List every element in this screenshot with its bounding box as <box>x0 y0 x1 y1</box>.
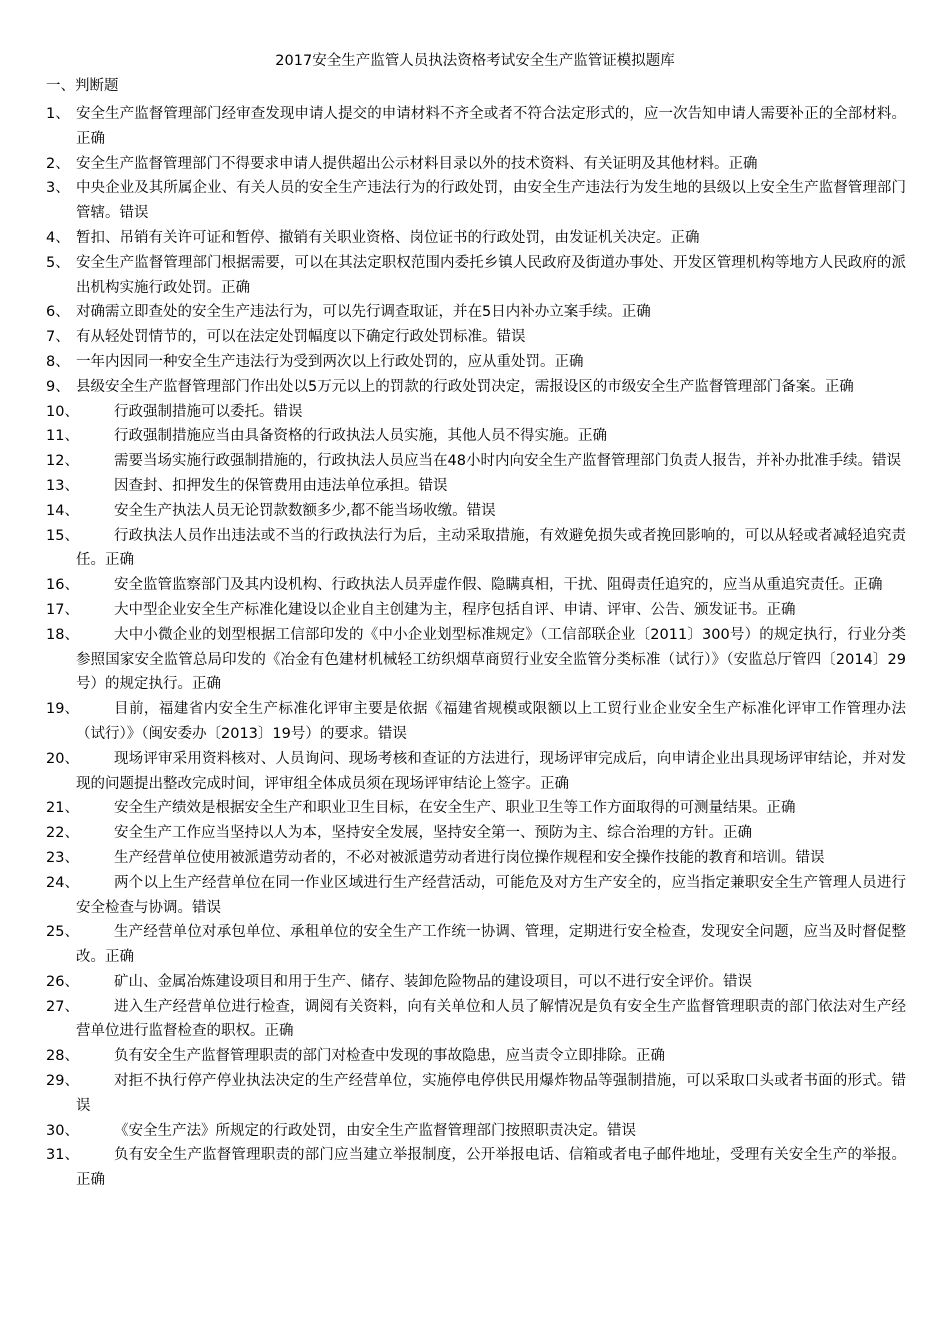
item-number: 31、 <box>46 1147 79 1164</box>
item-text: 需要当场实施行政强制措施的，行政执法人员应当在48小时内向安全生产监督管理部门负责人报告，并补办批准手续。错误 <box>114 453 901 470</box>
item-number: 29、 <box>46 1073 79 1090</box>
item-number: 13、 <box>46 477 79 494</box>
item-number: 26、 <box>46 973 79 990</box>
item-number: 12、 <box>46 453 79 470</box>
item-text: 行政强制措施应当由具备资格的行政执法人员实施，其他人员不得实施。正确 <box>114 428 607 445</box>
item-text: 暂扣、吊销有关许可证和暂停、撤销有关职业资格、岗位证书的行政处罚，由发证机关决定。正确 <box>76 229 700 246</box>
list-item <box>0 499 950 524</box>
item-text: 有从轻处罚情节的，可以在法定处罚幅度以下确定行政处罚标准。错误 <box>76 329 526 346</box>
list-item <box>0 1069 950 1119</box>
item-number: 18、 <box>46 626 79 643</box>
list-item <box>0 697 950 747</box>
item-text: 负有安全生产监督管理职责的部门应当建立举报制度，公开举报电话、信箱或者电子邮件地址，受理有关安全生产的举报。正确 <box>76 1147 906 1189</box>
item-number: 8、 <box>46 353 70 370</box>
item-text: 矿山、金属冶炼建设项目和用于生产、储存、装卸危险物品的建设项目，可以不进行安全评价。错误 <box>114 973 752 990</box>
item-number: 30、 <box>46 1122 79 1139</box>
item-text: 负有安全生产监督管理职责的部门对检查中发现的事故隐患，应当责令立即排除。正确 <box>114 1048 665 1065</box>
item-number: 25、 <box>46 924 79 941</box>
item-text: 现场评审采用资料核对、人员询问、现场考核和查证的方法进行，现场评审完成后，向申请企业出具现场评审结论，并对发现的问题提出整改完成时间，评审组全体成员须在现场评审结论上签字。正确 <box>76 750 906 792</box>
item-number: 10、 <box>46 403 79 420</box>
item-text: 安全生产执法人员无论罚款数额多少,都不能当场收缴。错误 <box>114 502 496 519</box>
document-title: 2017安全生产监管人员执法资格考试安全生产监管证模拟题库 <box>275 53 675 69</box>
item-number: 2、 <box>46 155 70 172</box>
list-item <box>0 623 950 697</box>
item-number: 3、 <box>46 180 70 197</box>
item-number: 9、 <box>46 378 70 395</box>
item-text: 安全生产工作应当坚持以人为本，坚持安全发展，坚持安全第一、预防为主、综合治理的方针。正确 <box>114 825 752 842</box>
item-number: 27、 <box>46 998 79 1015</box>
item-number: 21、 <box>46 800 79 817</box>
item-text: 大中小微企业的划型根据工信部印发的《中小企业划型标准规定》（工信部联企业〔2011〕300号）的规定执行，行业分类参照国家安全监管总局印发的《冶金有色建材机械轻工纺织烟草商贸行业安全监管分类标准（试行）》（安监总厅管四〔2014〕29号）的规定执行。正确 <box>76 626 906 693</box>
item-number: 7、 <box>46 329 70 346</box>
section-heading: 一、判断题 <box>46 78 119 94</box>
list-item <box>0 375 950 400</box>
list-item <box>0 747 950 797</box>
list-item <box>0 325 950 350</box>
item-text: 大中型企业安全生产标准化建设以企业自主创建为主，程序包括自评、申请、评审、公告、颁发证书。正确 <box>114 601 796 618</box>
list-item <box>0 251 950 301</box>
item-text: 县级安全生产监督管理部门作出处以5万元以上的罚款的行政处罚决定，需报设区的市级安全生产监督管理部门备案。正确 <box>76 378 854 395</box>
item-text: 生产经营单位对承包单位、承租单位的安全生产工作统一协调、管理，定期进行安全检查，发现安全问题，应当及时督促整改。正确 <box>76 924 906 966</box>
list-item <box>0 995 950 1045</box>
list-item <box>0 598 950 623</box>
item-text: 进入生产经营单位进行检查，调阅有关资料，向有关单位和人员了解情况是负有安全生产监督管理职责的部门依法对生产经营单位进行监督检查的职权。正确 <box>76 998 906 1040</box>
list-item <box>0 350 950 375</box>
list-item <box>0 102 950 152</box>
list-item <box>0 871 950 921</box>
item-text: 对确需立即查处的安全生产违法行为，可以先行调查取证，并在5日内补办立案手续。正确 <box>76 304 651 321</box>
item-number: 17、 <box>46 601 79 618</box>
item-text: 《安全生产法》所规定的行政处罚，由安全生产监督管理部门按照职责决定。错误 <box>114 1122 636 1139</box>
item-text: 行政强制措施可以委托。错误 <box>114 403 303 420</box>
item-text: 安全生产监督管理部门经审查发现申请人提交的申请材料不齐全或者不符合法定形式的，应一次告知申请人需要补正的全部材料。正确 <box>76 106 906 147</box>
item-number: 20、 <box>46 750 79 767</box>
item-text: 对拒不执行停产停业执法决定的生产经营单位，实施停电停供民用爆炸物品等强制措施，可以采取口头或者书面的形式。错误 <box>76 1073 906 1114</box>
list-item <box>0 400 950 425</box>
list-item <box>0 821 950 846</box>
item-text: 安全生产监督管理部门不得要求申请人提供超出公示材料目录以外的技术资料、有关证明及其他材料。正确 <box>76 155 758 172</box>
list-item <box>0 1143 950 1193</box>
list-item <box>0 796 950 821</box>
item-number: 11、 <box>46 428 79 445</box>
item-text: 中央企业及其所属企业、有关人员的安全生产违法行为的行政处罚，由安全生产违法行为发生地的县级以上安全生产监督管理部门管辖。错误 <box>76 180 906 222</box>
item-text: 安全生产绩效是根据安全生产和职业卫生目标，在安全生产、职业卫生等工作方面取得的可测量结果。正确 <box>114 800 796 817</box>
item-number: 28、 <box>46 1048 79 1065</box>
item-text: 安全生产监督管理部门根据需要，可以在其法定职权范围内委托乡镇人民政府及街道办事处、开发区管理机构等地方人民政府的派出机构实施行政处罚。正确 <box>76 254 906 296</box>
list-item <box>0 846 950 871</box>
item-text: 目前，福建省内安全生产标准化评审主要是依据《福建省规模或限额以上工贸行业企业安全生产标准化评审工作管理办法（试行）》（闽安委办〔2013〕19号）的要求。错误 <box>76 701 906 742</box>
list-item <box>0 970 950 995</box>
item-number: 14、 <box>46 502 79 519</box>
item-text: 一年内因同一种安全生产违法行为受到两次以上行政处罚的，应从重处罚。正确 <box>76 353 584 370</box>
list-item <box>0 1044 950 1069</box>
list-item <box>0 300 950 325</box>
item-number: 22、 <box>46 825 79 842</box>
item-number: 16、 <box>46 577 79 594</box>
list-item <box>0 524 950 574</box>
item-number: 6、 <box>46 304 70 321</box>
item-text: 因查封、扣押发生的保管费用由违法单位承担。错误 <box>114 477 448 494</box>
item-number: 4、 <box>46 229 70 246</box>
list-item <box>0 474 950 499</box>
item-text: 生产经营单位使用被派遣劳动者的，不必对被派遣劳动者进行岗位操作规程和安全操作技能的教育和培训。错误 <box>114 849 825 866</box>
item-number: 19、 <box>46 701 79 718</box>
list-item <box>0 226 950 251</box>
list-item <box>0 176 950 226</box>
list-item <box>0 920 950 970</box>
item-number: 1、 <box>46 106 70 122</box>
list-item <box>0 1119 950 1144</box>
item-text: 安全监管监察部门及其内设机构、行政执法人员弄虚作假、隐瞒真相，干扰、阻碍责任追究的，应当从重追究责任。正确 <box>114 577 883 594</box>
item-text: 行政执法人员作出违法或不当的行政执法行为后，主动采取措施，有效避免损失或者挽回影响的，可以从轻或者减轻追究责任。正确 <box>76 527 906 569</box>
list-item <box>0 424 950 449</box>
item-number: 5、 <box>46 254 70 271</box>
item-number: 23、 <box>46 849 79 866</box>
list-item <box>0 573 950 598</box>
question-list <box>0 102 950 1193</box>
list-item <box>0 152 950 177</box>
item-number: 24、 <box>46 874 79 891</box>
item-number: 15、 <box>46 527 79 544</box>
list-item <box>0 449 950 474</box>
item-text: 两个以上生产经营单位在同一作业区域进行生产经营活动，可能危及对方生产安全的，应当指定兼职安全生产管理人员进行安全检查与协调。错误 <box>76 874 906 916</box>
